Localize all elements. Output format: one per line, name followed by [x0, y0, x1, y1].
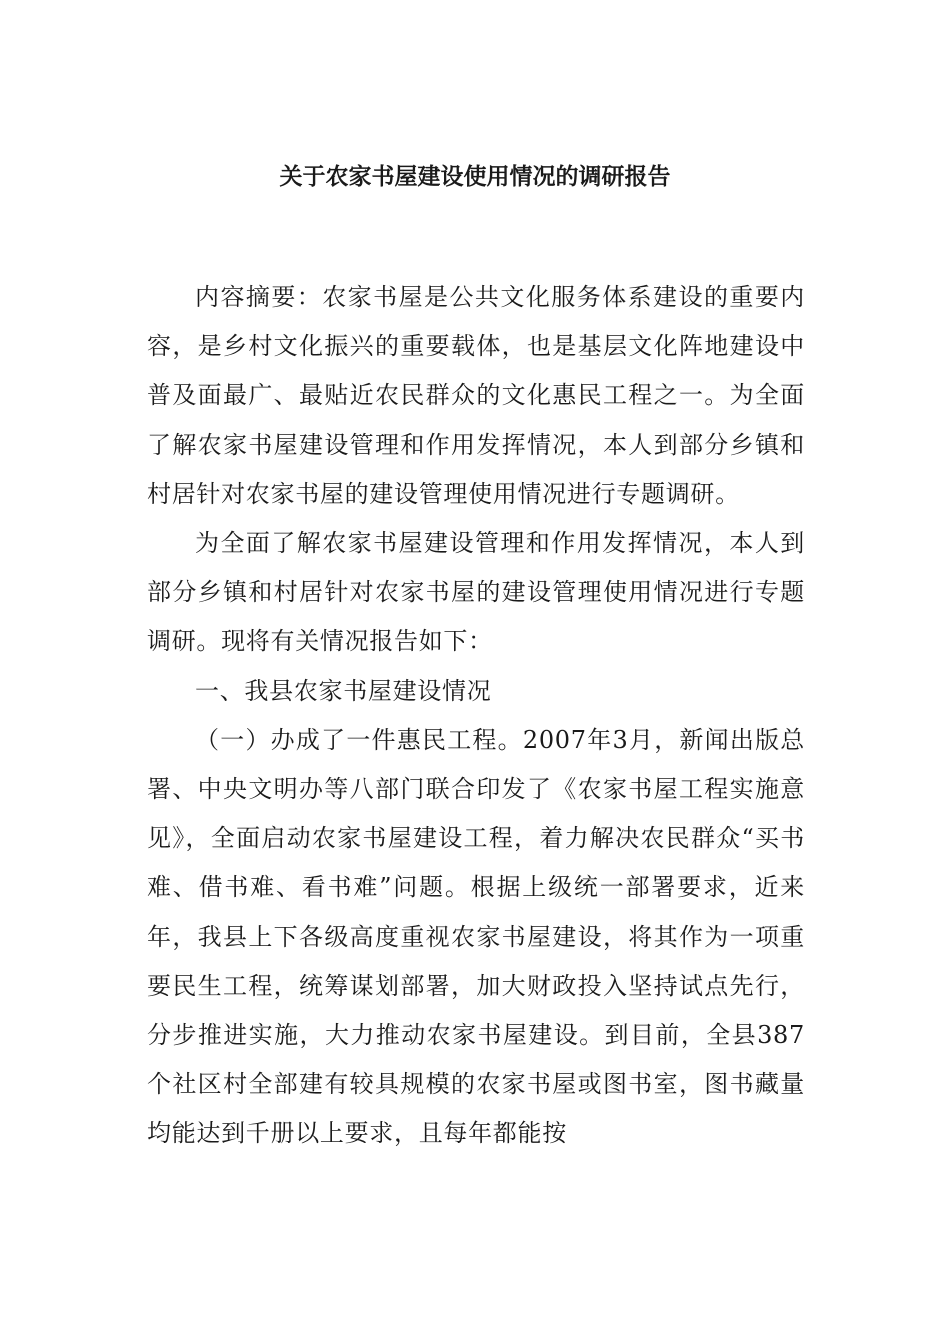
section-paragraph: （一）办成了一件惠民工程。2007年3月，新闻出版总署、中央文明办等八部门联合印发了《农家书屋工程实施意见》，全面启动农家书屋建设工程，着力解决农民群众“买书难、借书难、看书难”问题。根据上级统一部署要求，近来年，我县上下各级高度重视农家书屋建设，将其作为一项重要民生工程，统筹谋划部署，加大财政投入坚持试点先行，分步推进实施，大力推动农家书屋建设。到目前，全县387个社区村全部建有较具规模的农家书屋或图书室，图书藏量均能达到千册以上要求，且每年都能按 [147, 725, 805, 1148]
document-title: 关于农家书屋建设使用情况的调研报告 [279, 164, 671, 190]
intro-paragraph: 为全面了解农家书屋建设管理和作用发挥情况，本人到部分乡镇和村居针对农家书屋的建设管理使用情况进行专题调研。现将有关情况报告如下： [147, 529, 805, 656]
section-heading: 一、我县农家书屋建设情况 [195, 676, 492, 705]
abstract-paragraph: 内容摘要：农家书屋是公共文化服务体系建设的重要内容，是乡村文化振兴的重要载体，也是基层文化阵地建设中普及面最广、最贴近农民群众的文化惠民工程之一。为全面了解农家书屋建设管理和作用发挥情况，本人到部分乡镇和村居针对农家书屋的建设管理使用情况进行专题调研。 [147, 283, 805, 508]
document-body [147, 273, 805, 1159]
